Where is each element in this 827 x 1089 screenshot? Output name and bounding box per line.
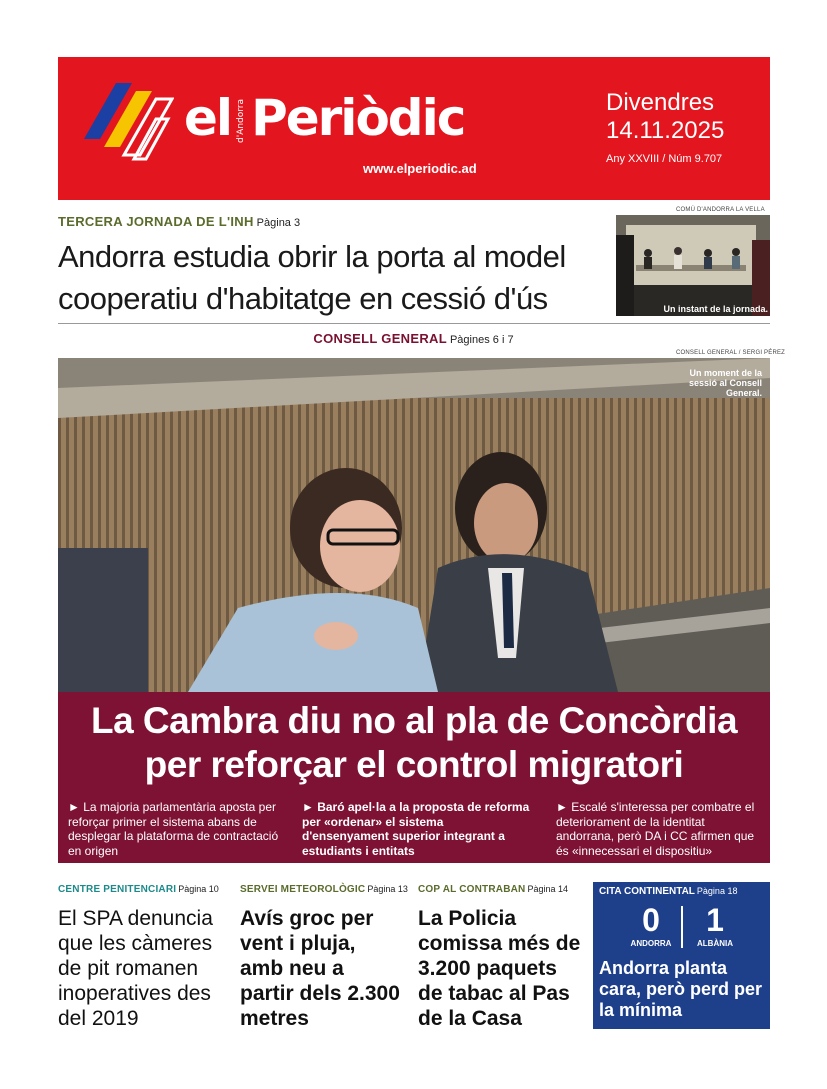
bullet-point: ► La majoria parlamentària aposta per reforçar primer el sistema abans de desplegar la plataforma de contractació en origen [68, 800, 279, 858]
top-photo-caption: Un instant de la jornada. [663, 304, 768, 314]
kicker-label: SERVEI METEOROLÒGIC [240, 884, 366, 895]
away-team: ALBÀNIA [697, 939, 733, 948]
top-headline-line-2: cooperatiu d'habitatge en cessió d'ús [58, 281, 548, 316]
date-block [606, 89, 724, 165]
date-number: 14.11.2025 [606, 117, 725, 144]
column-3-headline[interactable]: La Policia comissa més de 3.200 paquets de tabac al Pas de la Casa [418, 907, 581, 1030]
main-story-bullets [58, 793, 770, 863]
top-kicker-page: Pàgina 3 [256, 217, 301, 229]
main-story-kicker [0, 331, 827, 346]
column-1-headline[interactable]: El SPA denuncia que les càmeres de pit romanen inoperatives des del 2019 [58, 907, 213, 1030]
main-headline-line-2: per reforçar el control migratori [144, 744, 684, 785]
column-2-headline[interactable]: Avís groc per vent i pluja, amb neu a partir dels 2.300 metres [240, 907, 400, 1030]
kicker-page: Pàgina 10 [178, 884, 219, 894]
parliament-photo-icon [58, 358, 770, 692]
conference-photo-icon [616, 215, 770, 316]
issue-number: Any XXVIII / Núm 9.707 [606, 153, 723, 165]
top-headline-line-1: Andorra estudia obrir la porta al model [58, 239, 566, 274]
main-story-headline[interactable] [58, 699, 770, 787]
top-story-photo[interactable] [616, 215, 770, 316]
sport-kicker [599, 886, 737, 897]
main-kicker-label: CONSELL GENERAL [313, 331, 447, 346]
top-photo-credit: COMÚ D'ANDORRA LA VELLA [676, 207, 765, 213]
top-story-kicker [58, 214, 300, 229]
top-kicker-label: TERCERA JORNADA DE L'INH [58, 214, 254, 229]
bullet-point: ► Baró apel·la a la proposta de reforma per «ordenar» el sistema d'ensenyament superior integrant a estudiants i entitats [302, 800, 530, 858]
sport-box[interactable] [593, 882, 770, 1029]
main-story-photo[interactable] [58, 358, 770, 692]
brand-main: Periòdic [251, 89, 465, 147]
column-1-kicker [58, 884, 219, 895]
bullet-point: ► Escalé s'interessa per combatre el deteriorament de la identitat andorrana, però DA i CC afirmen que és «innecessari el dispositiu» [556, 800, 755, 858]
kicker-label: CENTRE PENITENCIARI [58, 884, 177, 895]
top-divider [58, 323, 770, 324]
main-kicker-page: Pàgines 6 i 7 [449, 334, 514, 346]
sport-kicker-label: CITA CONTINENTAL [599, 886, 695, 897]
brand-logo[interactable] [184, 89, 464, 147]
kicker-label: COP AL CONTRABAN [418, 884, 526, 895]
main-photo-credit: CONSELL GENERAL / SERGI PÉREZ [676, 350, 786, 356]
brand-prefix: el [184, 89, 232, 147]
kicker-page: Pàgina 14 [527, 884, 569, 894]
andorra-flag-logo-icon [84, 83, 174, 173]
site-url[interactable]: www.elperiodic.ad [363, 161, 477, 176]
home-team: ANDORRA [630, 939, 672, 948]
column-2-kicker [240, 884, 408, 895]
sport-headline: Andorra planta cara, però perd per la mínima [599, 958, 763, 1020]
main-headline-line-1: La Cambra diu no al pla de Concòrdia [90, 700, 738, 741]
date-day: Divendres [606, 89, 715, 116]
column-3-kicker [418, 884, 568, 895]
main-photo-caption: Un moment de la sessió al Consell General. [688, 368, 762, 398]
masthead [58, 57, 770, 200]
away-score: 1 [706, 902, 724, 938]
home-score: 0 [642, 902, 660, 938]
kicker-page: Pàgina 13 [367, 884, 408, 894]
top-story-headline[interactable] [58, 236, 613, 320]
brand-small: d'Andorra [236, 98, 247, 144]
sport-kicker-page: Pàgina 18 [696, 886, 738, 896]
